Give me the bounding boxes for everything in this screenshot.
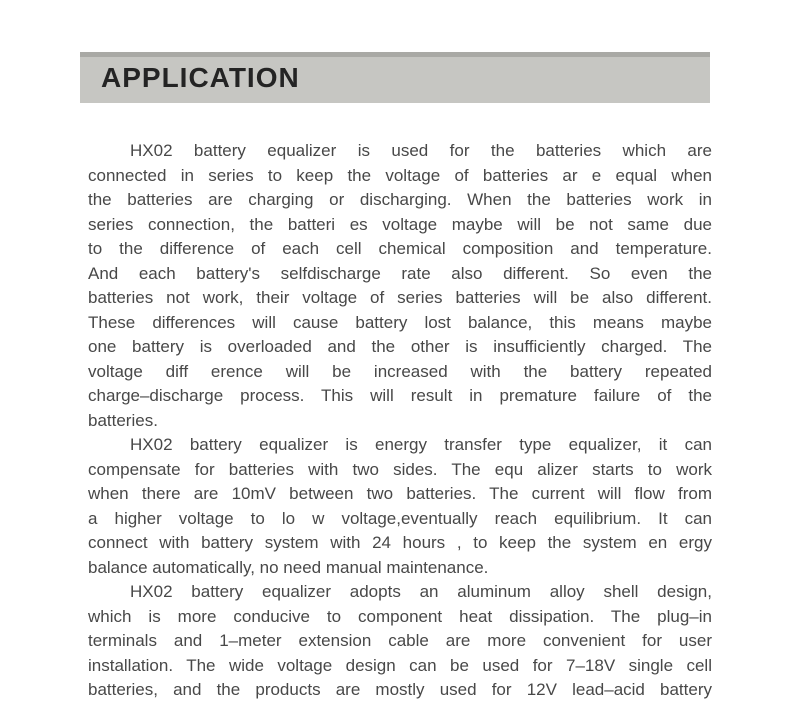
text-line: to the difference of each cell chemical composition and temperature.: [88, 239, 712, 258]
text-line: voltage diff erence will be increased with the battery repeated: [88, 361, 712, 381]
text-line: HX02 battery equalizer adopts an aluminum alloy shell design,: [130, 582, 712, 601]
text-line: which is more conducive to component heat dissipation. The plug–in: [88, 606, 712, 626]
text-line: connected in series to keep the voltage of batteries ar e equal when: [88, 165, 712, 185]
text-line: terminals and 1–meter extension cable are more convenient for user: [88, 631, 712, 650]
text-line: And each battery's selfdischarge rate also different. So even the: [88, 263, 712, 283]
paragraph: [88, 433, 712, 580]
text-line: HX02 battery equalizer is energy transfer type equalizer, it can: [130, 435, 712, 454]
section-title: APPLICATION: [101, 62, 300, 93]
text-line: the batteries are charging or discharging. When the batteries work in: [88, 190, 712, 209]
paragraph: [88, 139, 712, 433]
body-text: [88, 139, 712, 703]
text-line: connect with battery system with 24 hours , to keep the system en ergy: [88, 533, 712, 552]
text-line: batteries.: [88, 410, 158, 430]
text-line: a higher voltage to lo w voltage,eventually reach equilibrium. It can: [88, 508, 712, 528]
text-line: compensate for batteries with two sides. The equ alizer starts to work: [88, 459, 712, 479]
text-line: series connection, the batteri es voltage maybe will be not same due: [88, 214, 712, 234]
text-line: These differences will cause battery lost balance, this means maybe: [88, 312, 712, 332]
header-top-strip: [80, 52, 710, 57]
text-line: balance automatically, no need manual maintenance.: [88, 557, 489, 577]
text-line: batteries, and the products are mostly used for 12V lead–acid battery: [88, 680, 712, 699]
text-line: HX02 battery equalizer is used for the batteries which are: [130, 141, 712, 160]
text-line: batteries not work, their voltage of series batteries will be also different.: [88, 288, 712, 307]
text-line: installation. The wide voltage design can be used for 7–18V single cell: [88, 655, 712, 675]
paragraph: [88, 580, 712, 703]
text-line: when there are 10mV between two batteries. The current will flow from: [88, 484, 712, 503]
section-header: [80, 52, 710, 103]
text-line: charge–discharge process. This will result in premature failure of the: [88, 386, 712, 405]
text-line: one battery is overloaded and the other is insufficiently charged. The: [88, 337, 712, 356]
